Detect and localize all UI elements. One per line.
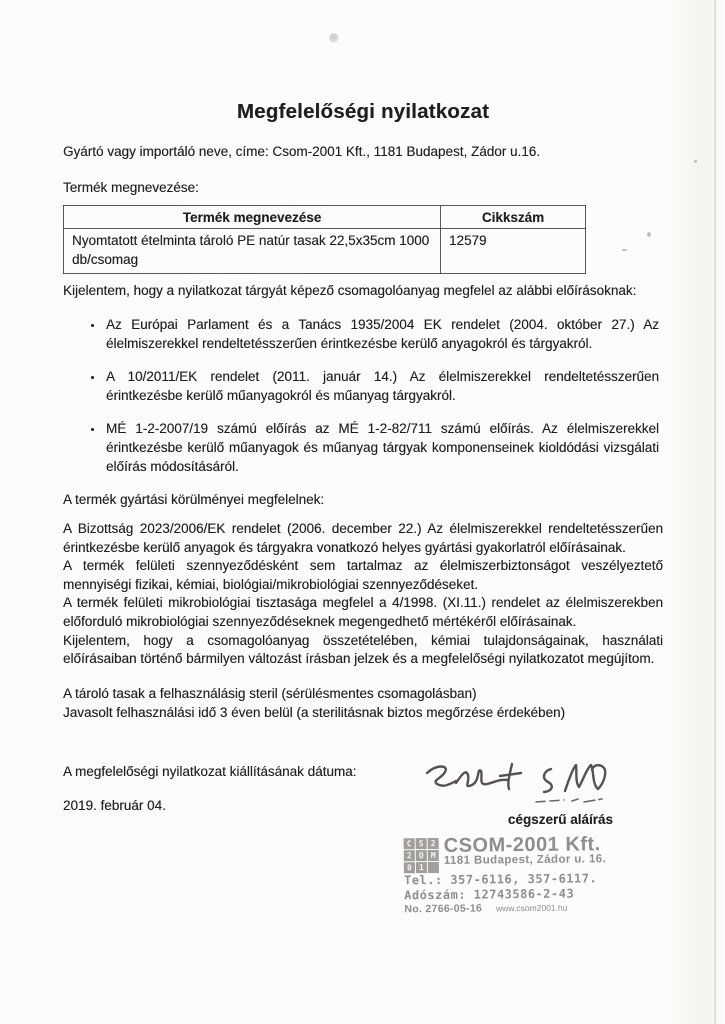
- scan-edge-shadow: [714, 0, 716, 1024]
- hole-punch-smudge: [329, 33, 339, 43]
- stamp-registration-number: No. 2766-05-16: [404, 902, 483, 916]
- sterility-line: Javasolt felhasználási idő 3 éven belül (a sterilitásnak biztos megőrzése érdekében): [63, 704, 566, 720]
- sku-cell: 12579: [441, 229, 586, 274]
- product-table: [63, 205, 586, 274]
- sterility-notes: [63, 684, 673, 722]
- issue-date-label: A megfelelőségi nyilatkozat kiállításának dátuma:: [63, 763, 357, 779]
- production-paragraph: A termék felületi mikrobiológiai tisztasága megfelel a 4/1998. (XI.11.) rendelet az élelmiszerekben előforduló mikrobiológiai szennyeződéseknek megengedhető mértékéről előírásainak.: [63, 595, 663, 629]
- stamp-logo-cell: 2: [428, 838, 439, 849]
- sku-header: Cikkszám: [441, 206, 586, 229]
- stamp-phone: Tel.: 357-6116, 357-6117.: [403, 871, 598, 888]
- scan-speck: [622, 249, 627, 251]
- regulation-bullet-list: [63, 315, 659, 476]
- list-item: • Az Európai Parlament és a Tanács 1935/2004 EK rendelet (2004. október 27.) Az élelmiszerekkel rendeltetésszerűen érintkezésbe kerülő anyagokról és tárgyakról.: [104, 315, 659, 353]
- signature-scribble-icon: [420, 756, 620, 814]
- stamp-logo-cell: S: [416, 838, 427, 849]
- stamp-logo-cell: 2: [404, 850, 415, 861]
- product-name-label: Termék megnevezése:: [63, 180, 199, 195]
- stamp-logo-cell: [428, 862, 439, 873]
- scan-speck: [647, 232, 651, 237]
- stamp-logo-cell: 0: [404, 862, 415, 873]
- stamp-bottom-row: [404, 901, 654, 917]
- stamp-tax-number: Adószám: 12743586-2-43: [404, 886, 575, 903]
- document-title: Megfelelőségi nyilatkozat: [236, 100, 490, 123]
- table-row: [64, 229, 586, 274]
- declaration-intro: Kijelentem, hogy a nyilatkozat tárgyát képező csomagolóanyag megfelel az alábbi előírásoknak:: [63, 283, 637, 298]
- production-heading: A termék gyártási körülményei megfelelnek:: [63, 492, 325, 507]
- stamp-logo-grid: [404, 838, 439, 873]
- production-paragraph: A Bizottság 2023/2006/EK rendelet (2006. december 22.) Az élelmiszerekkel rendeltetésszerűen érintkezésbe kerülő anyagok és tárgyakra vonatkozó helyes gyártási gyakorlatról előírásainak.: [63, 521, 663, 555]
- sterility-line: A tároló tasak a felhasználásig steril (sérülésmentes csomagolásban): [63, 685, 477, 701]
- scan-speck: [694, 160, 697, 163]
- company-stamp: [404, 834, 655, 917]
- handwritten-signature: [420, 756, 620, 819]
- stamp-website: www.csom2001.hu: [496, 902, 568, 914]
- stamp-logo-cell: M: [428, 850, 439, 861]
- manufacturer-line: Gyártó vagy importáló neve, címe: Csom-2001 Kft., 1181 Budapest, Zádor u.16.: [63, 144, 540, 159]
- issue-date: 2019. február 04.: [63, 798, 166, 813]
- production-paragraph: A termék felületi szennyeződésként sem tartalmaz az élelmiszerbiztonságot veszélyeztető mennyiségi fizikai, kémiai, biológiai/mikrobiológiai szennyeződéseket.: [63, 558, 663, 592]
- stamp-address: 1181 Budapest, Zádor u. 16.: [443, 853, 607, 867]
- stamp-logo-cell: C: [404, 838, 415, 849]
- signature-label: cégszerű aláírás: [507, 812, 613, 827]
- product-name-header: Termék megnevezése: [64, 206, 441, 229]
- production-paragraph: Kijelentem, hogy a csomagolóanyag összetételében, kémiai tulajdonságainak, használati előírásaiban történő bármilyen változást írásban jelzek és a megfelelőségi nyilatkozatot megújítom.: [63, 632, 663, 667]
- list-item: • A 10/2011/EK rendelet (2011. január 14.) Az élelmiszerekkel rendeltetésszerűen érintkezésbe kerülő műanyagokról és műanyag tárgyakról.: [104, 367, 659, 405]
- product-table-header-row: [64, 206, 586, 229]
- production-paragraphs: [63, 520, 663, 669]
- product-name-cell: Nyomtatott ételminta tároló PE natúr tasak 22,5x35cm 1000 db/csomag: [64, 229, 441, 274]
- stamp-logo-cell: 1: [416, 862, 427, 873]
- stamp-header-row: [404, 834, 654, 874]
- stamp-logo-cell: O: [416, 850, 427, 861]
- list-item: • MÉ 1-2-2007/19 számú előírás az MÉ 1-2-82/711 számú előírás. Az élelmiszerekkel érintkezésbe kerülő műanyagok és műanyag tárgyak komponenseinek kioldódási vizsgálati előírás módosításáról.: [104, 419, 659, 476]
- stamp-company-name: CSOM-2001 Kft.: [443, 833, 601, 857]
